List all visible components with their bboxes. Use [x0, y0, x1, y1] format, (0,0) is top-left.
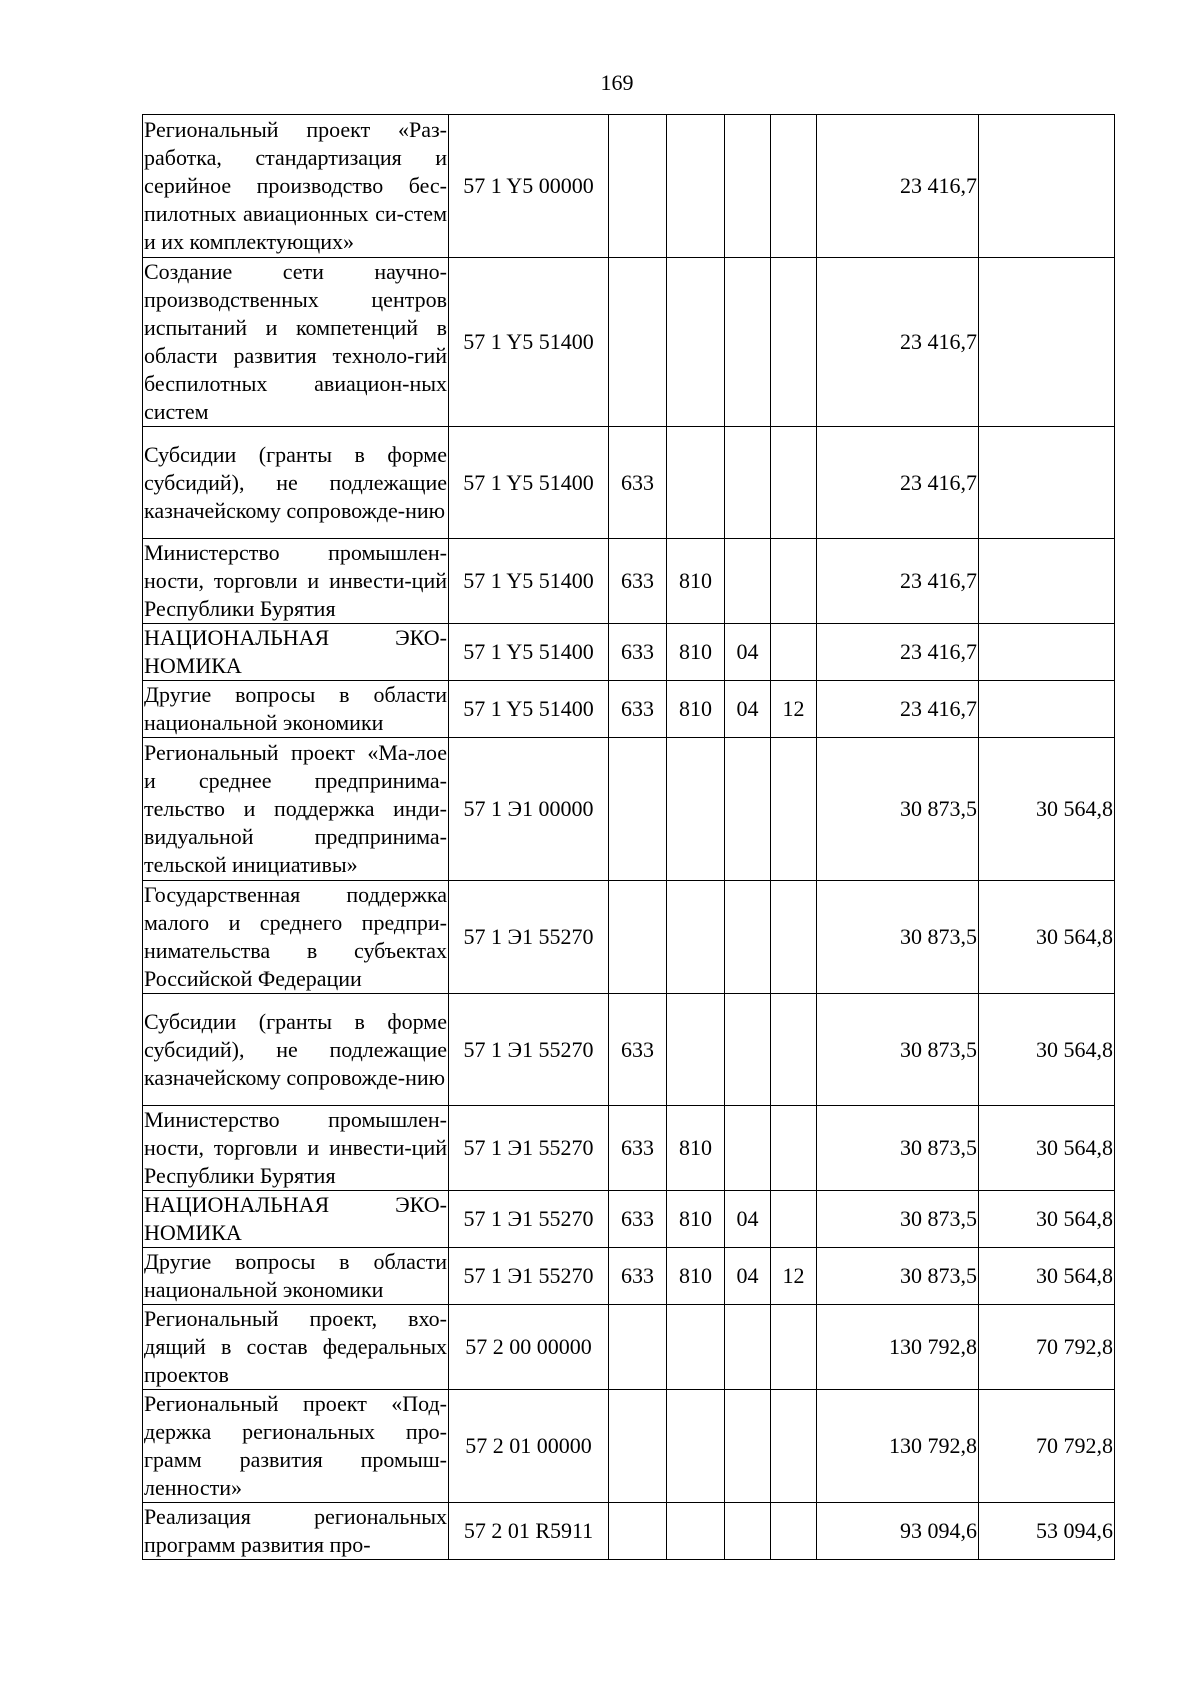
amount-year-2: [979, 258, 1115, 427]
target-code: 57 1 Y5 51400: [449, 624, 609, 681]
amount-year-2: 70 792,8: [979, 1305, 1115, 1390]
amount-year-2: 30 564,8: [979, 1191, 1115, 1248]
amount-year-1: 23 416,7: [817, 258, 979, 427]
amount-year-1: 23 416,7: [817, 539, 979, 624]
department-code: [667, 1390, 725, 1503]
item-name: Региональный проект «Ма-лое и среднее предпринима-тельство и поддержка инди-видуальной предпринима-тельской инициативы»: [143, 738, 449, 881]
item-name: Создание сети научно-производственных центров испытаний и компетенций в области развития техноло-гий беспилотных авиацион-ных систем: [143, 258, 449, 427]
amount-year-1: 30 873,5: [817, 881, 979, 994]
target-code: 57 1 Э1 55270: [449, 1191, 609, 1248]
item-name: НАЦИОНАЛЬНАЯ ЭКО-НОМИКА: [143, 1191, 449, 1248]
section-code: [725, 539, 771, 624]
target-code: 57 1 Э1 55270: [449, 881, 609, 994]
table-row: [143, 738, 1115, 881]
subsection-code: [771, 1106, 817, 1191]
table-row: [143, 681, 1115, 738]
table-row: [143, 115, 1115, 258]
amount-year-1: 130 792,8: [817, 1390, 979, 1503]
subsection-code: [771, 738, 817, 881]
target-code: 57 2 00 00000: [449, 1305, 609, 1390]
subsection-code: [771, 1503, 817, 1560]
item-name: Министерство промышлен-ности, торговли и инвести-ций Республики Бурятия: [143, 1106, 449, 1191]
item-name: Региональный проект «Раз-работка, стандартизация и серийное производство бес-пилотных авиационных си-стем и их комплектующих»: [143, 115, 449, 258]
page-number: 169: [600, 70, 634, 95]
expense-type-code: 633: [609, 994, 667, 1106]
table-row: [143, 1191, 1115, 1248]
section-code: [725, 1503, 771, 1560]
amount-year-1: 23 416,7: [817, 624, 979, 681]
section-code: 04: [725, 1191, 771, 1248]
expense-type-code: 633: [609, 624, 667, 681]
expense-type-code: [609, 115, 667, 258]
item-name: Реализация региональных программ развития про-: [143, 1503, 449, 1560]
amount-year-1: 23 416,7: [817, 681, 979, 738]
amount-year-1: 23 416,7: [817, 115, 979, 258]
amount-year-2: [979, 681, 1115, 738]
department-code: [667, 258, 725, 427]
section-code: [725, 738, 771, 881]
item-name: Другие вопросы в области национальной экономики: [143, 681, 449, 738]
section-code: [725, 881, 771, 994]
expense-type-code: [609, 738, 667, 881]
target-code: 57 1 Э1 55270: [449, 1106, 609, 1191]
department-code: [667, 738, 725, 881]
table-row: [143, 994, 1115, 1106]
department-code: 810: [667, 1191, 725, 1248]
target-code: 57 1 Э1 55270: [449, 994, 609, 1106]
subsection-code: [771, 539, 817, 624]
subsection-code: [771, 427, 817, 539]
amount-year-2: 30 564,8: [979, 1106, 1115, 1191]
department-code: 810: [667, 539, 725, 624]
section-code: [725, 427, 771, 539]
department-code: [667, 1503, 725, 1560]
table-body: [143, 115, 1115, 1560]
amount-year-2: 70 792,8: [979, 1390, 1115, 1503]
amount-year-1: 30 873,5: [817, 994, 979, 1106]
table-row: [143, 258, 1115, 427]
amount-year-1: 30 873,5: [817, 1248, 979, 1305]
subsection-code: [771, 1390, 817, 1503]
amount-year-2: [979, 115, 1115, 258]
amount-year-2: [979, 624, 1115, 681]
item-name: Субсидии (гранты в форме субсидий), не подлежащие казначейскому сопровожде-нию: [143, 994, 449, 1106]
target-code: 57 2 01 00000: [449, 1390, 609, 1503]
amount-year-1: 30 873,5: [817, 1106, 979, 1191]
amount-year-2: 30 564,8: [979, 1248, 1115, 1305]
target-code: 57 1 Э1 55270: [449, 1248, 609, 1305]
table-row: [143, 881, 1115, 994]
department-code: 810: [667, 1248, 725, 1305]
amount-year-2: 30 564,8: [979, 881, 1115, 994]
target-code: 57 1 Y5 51400: [449, 681, 609, 738]
target-code: 57 2 01 R5911: [449, 1503, 609, 1560]
section-code: [725, 1390, 771, 1503]
section-code: 04: [725, 681, 771, 738]
item-name: Субсидии (гранты в форме субсидий), не подлежащие казначейскому сопровожде-нию: [143, 427, 449, 539]
target-code: 57 1 Y5 51400: [449, 427, 609, 539]
amount-year-1: 30 873,5: [817, 1191, 979, 1248]
amount-year-1: 23 416,7: [817, 427, 979, 539]
section-code: [725, 1106, 771, 1191]
section-code: [725, 258, 771, 427]
subsection-code: [771, 115, 817, 258]
section-code: [725, 1305, 771, 1390]
table-row: [143, 1248, 1115, 1305]
amount-year-2: 30 564,8: [979, 738, 1115, 881]
expense-type-code: 633: [609, 427, 667, 539]
amount-year-1: 30 873,5: [817, 738, 979, 881]
amount-year-2: [979, 427, 1115, 539]
table-row: [143, 427, 1115, 539]
subsection-code: 12: [771, 681, 817, 738]
section-code: [725, 115, 771, 258]
expense-type-code: [609, 258, 667, 427]
department-code: [667, 115, 725, 258]
department-code: 810: [667, 1106, 725, 1191]
table-row: [143, 1503, 1115, 1560]
item-name: Региональный проект, вхо-дящий в состав федеральных проектов: [143, 1305, 449, 1390]
department-code: 810: [667, 624, 725, 681]
target-code: 57 1 Э1 00000: [449, 738, 609, 881]
item-name: Региональный проект «Под-держка региональных про-грамм развития промыш-ленности»: [143, 1390, 449, 1503]
department-code: [667, 1305, 725, 1390]
item-name: Министерство промышлен-ности, торговли и инвести-ций Республики Бурятия: [143, 539, 449, 624]
amount-year-2: 30 564,8: [979, 994, 1115, 1106]
table-row: [143, 624, 1115, 681]
amount-year-2: 53 094,6: [979, 1503, 1115, 1560]
expense-type-code: 633: [609, 1191, 667, 1248]
expense-type-code: [609, 1390, 667, 1503]
table-row: [143, 1305, 1115, 1390]
expense-type-code: 633: [609, 1248, 667, 1305]
target-code: 57 1 Y5 51400: [449, 258, 609, 427]
target-code: 57 1 Y5 51400: [449, 539, 609, 624]
table-row: [143, 1390, 1115, 1503]
item-name: Другие вопросы в области национальной экономики: [143, 1248, 449, 1305]
section-code: 04: [725, 624, 771, 681]
expense-type-code: 633: [609, 1106, 667, 1191]
expense-type-code: 633: [609, 539, 667, 624]
item-name: НАЦИОНАЛЬНАЯ ЭКО-НОМИКА: [143, 624, 449, 681]
expense-type-code: [609, 881, 667, 994]
table-row: [143, 1106, 1115, 1191]
budget-table: [142, 114, 1115, 1560]
target-code: 57 1 Y5 00000: [449, 115, 609, 258]
subsection-code: [771, 881, 817, 994]
subsection-code: [771, 1191, 817, 1248]
department-code: [667, 881, 725, 994]
amount-year-1: 93 094,6: [817, 1503, 979, 1560]
section-code: 04: [725, 1248, 771, 1305]
subsection-code: 12: [771, 1248, 817, 1305]
expense-type-code: [609, 1503, 667, 1560]
amount-year-2: [979, 539, 1115, 624]
subsection-code: [771, 1305, 817, 1390]
expense-type-code: 633: [609, 681, 667, 738]
amount-year-1: 130 792,8: [817, 1305, 979, 1390]
table-row: [143, 539, 1115, 624]
section-code: [725, 994, 771, 1106]
subsection-code: [771, 624, 817, 681]
subsection-code: [771, 258, 817, 427]
item-name: Государственная поддержка малого и среднего предпри-нимательства в субъектах Российской Федерации: [143, 881, 449, 994]
department-code: [667, 994, 725, 1106]
department-code: 810: [667, 681, 725, 738]
department-code: [667, 427, 725, 539]
subsection-code: [771, 994, 817, 1106]
expense-type-code: [609, 1305, 667, 1390]
